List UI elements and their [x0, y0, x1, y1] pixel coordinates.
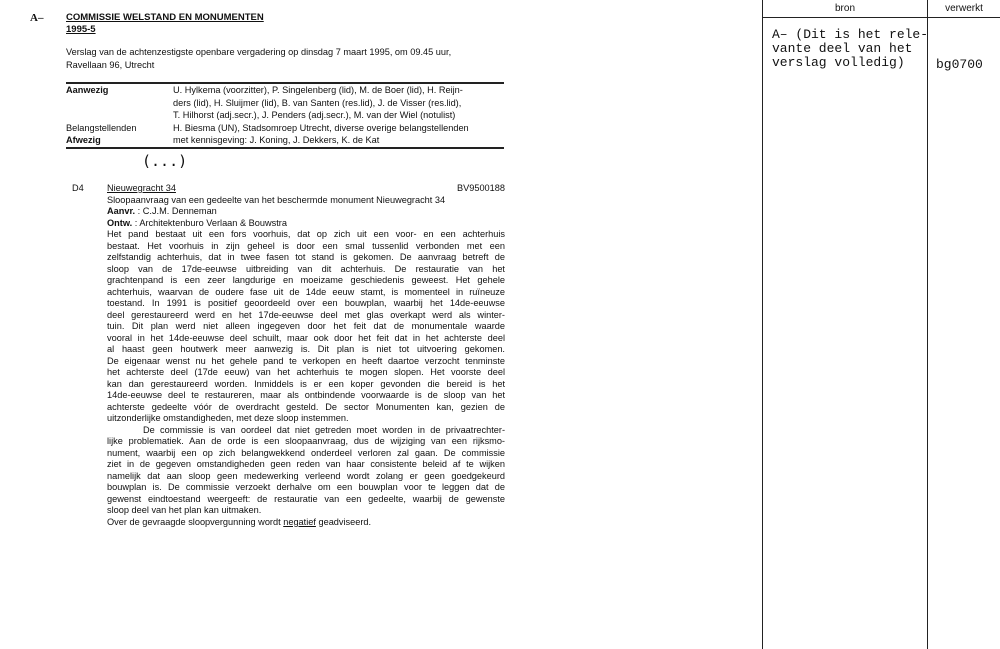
- attendance-value: T. Hilhorst (adj.secr.), J. Penders (adj.secr.), M. van der Wiel (notulist): [173, 110, 456, 120]
- intro-line: Ravellaan 96, Utrecht: [66, 59, 155, 70]
- document-number: 1995-5: [66, 24, 96, 35]
- paragraph-line: zelfstandig achterhuis, dat in twee fasen tot stand is gekomen. De aanvraag betreft de: [107, 252, 505, 262]
- agenda-item: [107, 183, 505, 528]
- source-note-line: vante deel van het: [772, 41, 913, 56]
- paragraph-line: uitzonderlijke omstandigheden, met deze sloop instemmen.: [107, 413, 349, 423]
- attendance-label: Aanwezig: [66, 85, 109, 95]
- paragraph-line: vooral in het 14de-eeuwse deel schuilt, maar ook door het feit dat in het achterste deel: [107, 332, 505, 343]
- divider: [66, 147, 504, 149]
- conclusion-verdict: negatief: [283, 516, 316, 527]
- paragraph-line: sloop van de 17de-eeuwse uitbreiding van dit achterhuis. De restauratie van het: [107, 263, 505, 274]
- processed-code: bg0700: [936, 57, 983, 72]
- paragraph-line: De eigenaar wenst nu het gehele pand te verkopen en heeft daartoe verzocht tenminste: [107, 355, 505, 366]
- source-note-line: A– (Dit is het rele-: [772, 27, 929, 42]
- source-note-line: verslag volledig): [772, 55, 905, 70]
- item-code: D4: [72, 183, 84, 193]
- paragraph-line: tuin. Dit plan werd niet alleen ingegeven door het feit dat de monumentale waarde: [107, 321, 505, 331]
- item-reference: BV9500188: [456, 183, 505, 193]
- attendance-value: ders (lid), H. Sluijmer (lid), B. van Santen (res.lid), J. de Visser (res.lid),: [173, 97, 462, 108]
- designer: : Architektenburo Verlaan & Bouwstra: [132, 217, 287, 228]
- intro: [66, 46, 451, 71]
- paragraph-line: achterhuis, waarvan de oudere fase uit de 14de eeuw stamt, is momenteel in ruïneuze: [107, 286, 505, 297]
- conclusion-text: Over de gevraagde sloopvergunning wordt: [107, 516, 284, 527]
- paragraph-line: toestand. In 1991 is positief geoordeeld over een bouwplan, waarbij het 14de-eeuwse: [107, 298, 505, 308]
- omission-marker: (...): [142, 152, 188, 170]
- item-address: Nieuwegracht 34: [107, 183, 176, 193]
- table-header-rule: [762, 17, 1000, 18]
- header-processed: verwerkt: [945, 3, 983, 14]
- attendance-label: Belangstellenden: [66, 122, 137, 133]
- paragraph-line: namelijk dat aan sloop geen medewerking verleend wordt zolang er geen goedgekeurd: [107, 470, 505, 481]
- conclusion-text: geadviseerd.: [315, 516, 372, 527]
- paragraph-line: bouwplan is. De commissie verzoekt derhalve om een bouwplan voor te leggen dat de: [107, 482, 505, 492]
- attendance-value: U. Hylkema (voorzitter), P. Singelenberg (lid), M. de Boer (lid), H. Reijn-: [173, 85, 463, 95]
- item-subject: Sloopaanvraag van een gedeelte van het beschermde monument Nieuwegracht 34: [107, 194, 446, 205]
- applicant-label: Aanvr.: [107, 206, 136, 216]
- paragraph-line: achterste gedeelte vóór de overdracht gesteld. De sector Monumenten kan, gezien de: [107, 401, 505, 412]
- attendance-label: Afwezig: [66, 135, 101, 145]
- paragraph-line: het achterste deel (17de eeuw) van het achterhuis te mogen slopen. Het voorste deel: [107, 367, 505, 377]
- header-source: bron: [834, 3, 855, 14]
- paragraph-line: bestaat. Het voorhuis in zijn geheel is door een smal tussenlid verbonden met een: [107, 240, 505, 251]
- document-title: [66, 12, 264, 36]
- paragraph-line: kan dan gerestaureerd worden. Inmiddels is er een koper gevonden die bereid is het: [107, 378, 505, 389]
- paragraph-line: sloop deel van het plan kan uitmaken.: [107, 505, 262, 515]
- paragraph-line: gewenst eindtoestand weergeeft: de restauratie van een gedeelte, waarbij de gewenste: [107, 493, 505, 504]
- paragraph-line: ziet in de gegeven omstandigheden geen reden van haar consistente beleid af te wijken: [107, 459, 505, 469]
- intro-line: Verslag van de achtenzestigste openbare vergadering op dinsdag 7 maart 1995, om 09.45 uur,: [66, 47, 452, 57]
- source-note: [772, 28, 928, 70]
- attendance-value: met kennisgeving: J. Koning, J. Dekkers, K. de Kat: [173, 135, 380, 145]
- attendance-list: [66, 84, 469, 147]
- paragraph-line: lijke problematiek. Aan de orde is een sloopaanvraag, dus de wijziging van een rijksmo-: [107, 436, 505, 446]
- paragraph-line: nument, waarbij een op zich belangwekkend onderdeel verloren zal gaan. De commissie: [107, 447, 505, 458]
- paragraph-line: Het pand bestaat uit een fors voorhuis, dat op zich uit een voor- en een achterhuis: [107, 229, 505, 239]
- attendance-value: H. Biesma (UN), Stadsomroep Utrecht, diverse overige belangstellenden: [173, 122, 469, 133]
- paragraph-line: grachtenpand is een zeer langdurige en moeizame geschiedenis geweest. Het gehele: [107, 275, 505, 285]
- table-border: [762, 0, 763, 649]
- applicant: : C.J.M. Denneman: [135, 206, 217, 216]
- section-mark: A–: [30, 12, 44, 24]
- paragraph-line: al haast geen houtwerk meer aanwezig is. Dit plan is niet tot uitvoering gekomen.: [107, 344, 505, 354]
- paragraph-line: deel gerestaureerd werd en het 17de-eeuwse deel met glas overkapt werd als winter-: [107, 309, 505, 320]
- table-border: [927, 0, 928, 649]
- designer-label: Ontw.: [107, 217, 133, 228]
- title-text: COMMISSIE WELSTAND EN MONUMENTEN: [66, 12, 264, 23]
- paragraph-line: De commissie is van oordeel dat niet getreden moet worden in de privaatrechter-: [143, 424, 505, 435]
- paragraph-line: 14de-eeuwse deel te restaureren, maar als ontbindende voorwaarde is de sloop van het: [107, 390, 505, 400]
